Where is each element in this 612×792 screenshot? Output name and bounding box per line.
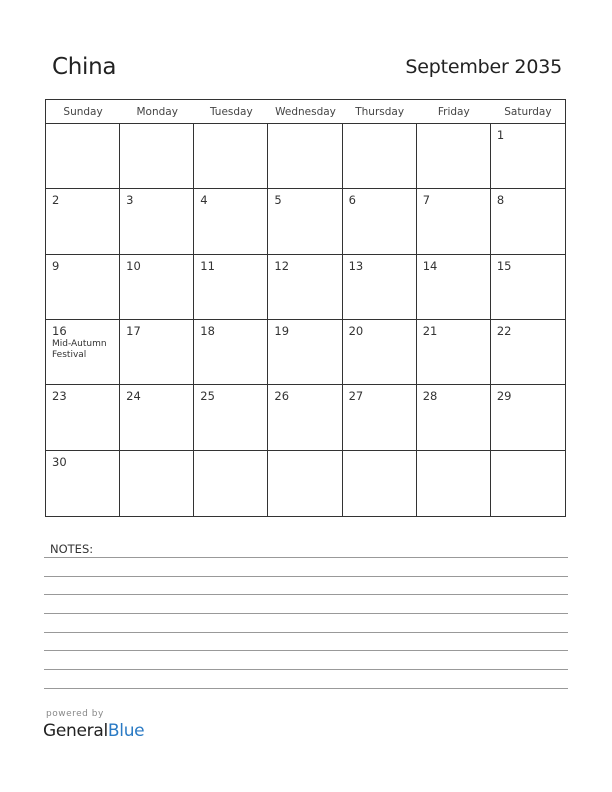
empty-day-cell [120,124,194,188]
day-cell-10 [120,255,194,319]
calendar-grid [45,99,566,517]
day-cell-23 [46,385,120,449]
day-cell-12 [268,255,342,319]
day-cell-14 [417,255,491,319]
day-cell-25 [194,385,268,449]
empty-day-cell [46,124,120,188]
day-number: 16 [52,324,67,338]
brand-name-general: General [43,721,108,741]
day-cell-9 [46,255,120,319]
day-cell-27 [343,385,417,449]
day-number: 11 [200,258,215,273]
week-row [46,385,565,450]
empty-day-cell [417,124,491,188]
day-cell-20 [343,320,417,384]
weekday-wednesday: Wednesday [275,106,336,118]
day-number: 30 [52,454,67,469]
note-line [44,557,568,558]
day-number: 17 [126,324,141,338]
weekday-tuesday: Tuesday [209,106,253,118]
weekday-saturday: Saturday [504,106,552,118]
day-number: 3 [126,193,134,208]
week-row [46,451,565,516]
day-cell-5 [268,189,342,253]
note-line [44,669,568,670]
day-cell-7 [417,189,491,253]
day-number: 26 [274,389,290,404]
note-line [44,632,568,633]
day-number: 13 [348,258,364,273]
empty-day-cell [491,451,565,516]
day-number: 25 [200,389,215,404]
day-cell-2 [46,189,120,253]
calendar-weeks [46,124,565,516]
day-number: 18 [200,324,215,338]
day-number: 4 [200,193,208,208]
day-cell-30 [46,451,120,516]
day-number: 8 [496,193,505,208]
day-number: 12 [274,258,290,273]
week-row [46,320,565,385]
empty-day-cell [343,451,417,516]
day-number: 5 [274,193,282,208]
day-number: 22 [496,324,512,338]
day-number: 21 [422,324,438,338]
day-cell-3 [120,189,194,253]
empty-day-cell [120,451,194,516]
note-line [44,613,568,614]
day-number: 6 [348,193,356,208]
weekday-sunday: Sunday [63,106,103,118]
day-cell-28 [417,385,491,449]
day-cell-18 [194,320,268,384]
day-cell-15 [491,255,565,319]
note-line [44,594,568,595]
empty-day-cell [268,451,342,516]
empty-day-cell [194,451,268,516]
day-cell-4 [194,189,268,253]
day-number: 28 [422,389,438,404]
day-number: 2 [52,193,60,208]
powered-by-text: powered by [46,709,104,719]
day-cell-6 [343,189,417,253]
empty-day-cell [417,451,491,516]
day-cell-22 [491,320,565,384]
weekday-header-row [46,100,565,124]
weekday-monday: Monday [136,106,178,118]
holiday-label: Mid-Autumn Festival [52,339,107,360]
day-number: 27 [348,389,364,404]
day-number: 23 [52,389,67,404]
day-number: 19 [274,324,290,338]
weekday-thursday: Thursday [355,106,405,118]
empty-day-cell [194,124,268,188]
note-line [44,576,568,577]
day-cell-24 [120,385,194,449]
day-cell-8 [491,189,565,253]
day-number: 9 [52,258,60,273]
brand-name-blue: Blue [107,721,145,741]
day-number: 14 [422,258,438,273]
empty-day-cell [343,124,417,188]
day-cell-17 [120,320,194,384]
country-title: China [52,54,117,80]
day-number: 29 [496,389,512,404]
weekday-friday: Friday [437,106,470,118]
month-year-title: September 2035 [405,56,562,78]
day-cell-29 [491,385,565,449]
week-row [46,255,565,320]
empty-day-cell [268,124,342,188]
day-number: 1 [496,128,505,142]
note-line [44,650,568,651]
day-cell-16 [46,320,120,384]
week-row [46,189,565,254]
note-line [44,688,568,689]
week-row [46,124,565,189]
day-number: 20 [348,324,364,338]
day-number: 15 [496,258,512,273]
notes-label: NOTES: [50,542,94,556]
day-number: 10 [126,258,141,273]
day-cell-19 [268,320,342,384]
day-cell-13 [343,255,417,319]
day-cell-26 [268,385,342,449]
brand-logo[interactable] [43,721,144,741]
day-number: 24 [126,389,141,404]
day-number: 7 [422,193,431,208]
day-cell-1 [491,124,565,188]
day-cell-21 [417,320,491,384]
day-cell-11 [194,255,268,319]
